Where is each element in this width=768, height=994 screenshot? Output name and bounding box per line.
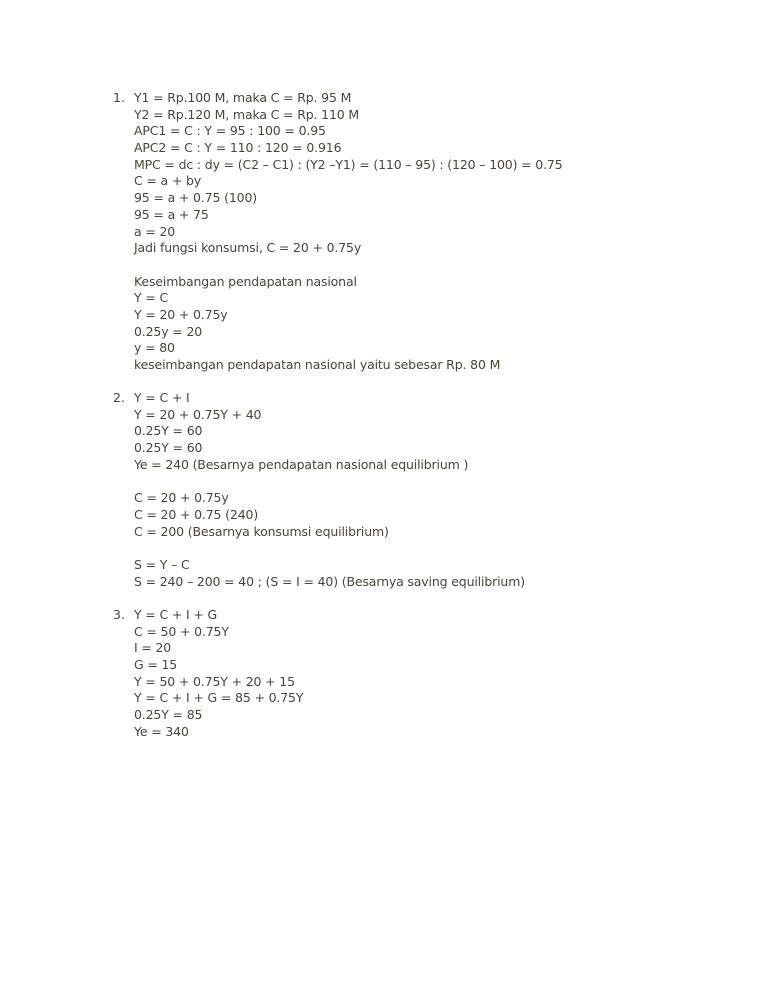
- text-line: APC2 = C : Y = 110 : 120 = 0.916: [134, 140, 342, 156]
- text-line: I = 20: [134, 640, 172, 656]
- list-item-body: [134, 390, 714, 590]
- text-line: Y = 50 + 0.75Y + 20 + 15: [134, 673, 295, 689]
- text-line: Y = 20 + 0.75Y + 40: [134, 406, 262, 422]
- text-line: G = 15: [134, 657, 178, 673]
- text-line: C = 50 + 0.75Y: [134, 623, 229, 639]
- text-line: S = 240 – 200 = 40 ; (S = I = 40) (Besarnya saving equilibrium): [134, 573, 525, 589]
- blank-line: [134, 473, 714, 490]
- text-line: 0.25Y = 60: [134, 440, 203, 456]
- text-line: 0.25Y = 85: [134, 707, 203, 723]
- text-line: Y = 20 + 0.75y: [134, 306, 228, 322]
- text-line: Ye = 340: [134, 723, 189, 739]
- text-line: Y = C + I: [134, 390, 190, 405]
- text-line: C = 20 + 0.75y: [134, 490, 229, 506]
- text-line: Y = C + I + G: [134, 607, 218, 622]
- list-item-body: [134, 90, 714, 374]
- text-line: Jadi fungsi konsumsi, C = 20 + 0.75y: [134, 240, 362, 256]
- text-line: MPC = dc : dy = (C2 – C1) : (Y2 –Y1) = (110 – 95) : (120 – 100) = 0.75: [134, 156, 563, 172]
- text-line: Ye = 240 (Besarnya pendapatan nasional equilibrium ): [134, 456, 469, 472]
- list-number: 2.: [113, 390, 125, 405]
- text-line: keseimbangan pendapatan nasional yaitu sebesar Rp. 80 M: [134, 357, 501, 372]
- text-line: S = Y – C: [134, 556, 190, 572]
- text-line: 0.25y = 20: [134, 323, 203, 339]
- list-number: 3.: [113, 607, 125, 622]
- text-line: APC1 = C : Y = 95 : 100 = 0.95: [134, 123, 326, 139]
- list-item-body: [134, 607, 714, 741]
- text-line: a = 20: [134, 223, 176, 239]
- text-line: 0.25Y = 60: [134, 423, 203, 439]
- blank-line: [134, 257, 714, 274]
- text-line: Y = C: [134, 290, 169, 306]
- text-line: Keseimbangan pendapatan nasional: [134, 273, 357, 289]
- text-line: C = 20 + 0.75 (240): [134, 506, 259, 522]
- blank-line: [134, 540, 714, 557]
- text-line: Y = C + I + G = 85 + 0.75Y: [134, 690, 304, 706]
- text-line: C = a + by: [134, 173, 202, 189]
- text-line: 95 = a + 75: [134, 206, 209, 222]
- text-line: C = 200 (Besarnya konsumsi equilibrium): [134, 523, 389, 539]
- text-line: 95 = a + 0.75 (100): [134, 190, 257, 206]
- text-line: Y2 = Rp.120 M, maka C = Rp. 110 M: [134, 106, 360, 122]
- list-number: 1.: [113, 90, 125, 105]
- text-line: y = 80: [134, 340, 175, 356]
- text-line: Y1 = Rp.100 M, maka C = Rp. 95 M: [134, 90, 352, 105]
